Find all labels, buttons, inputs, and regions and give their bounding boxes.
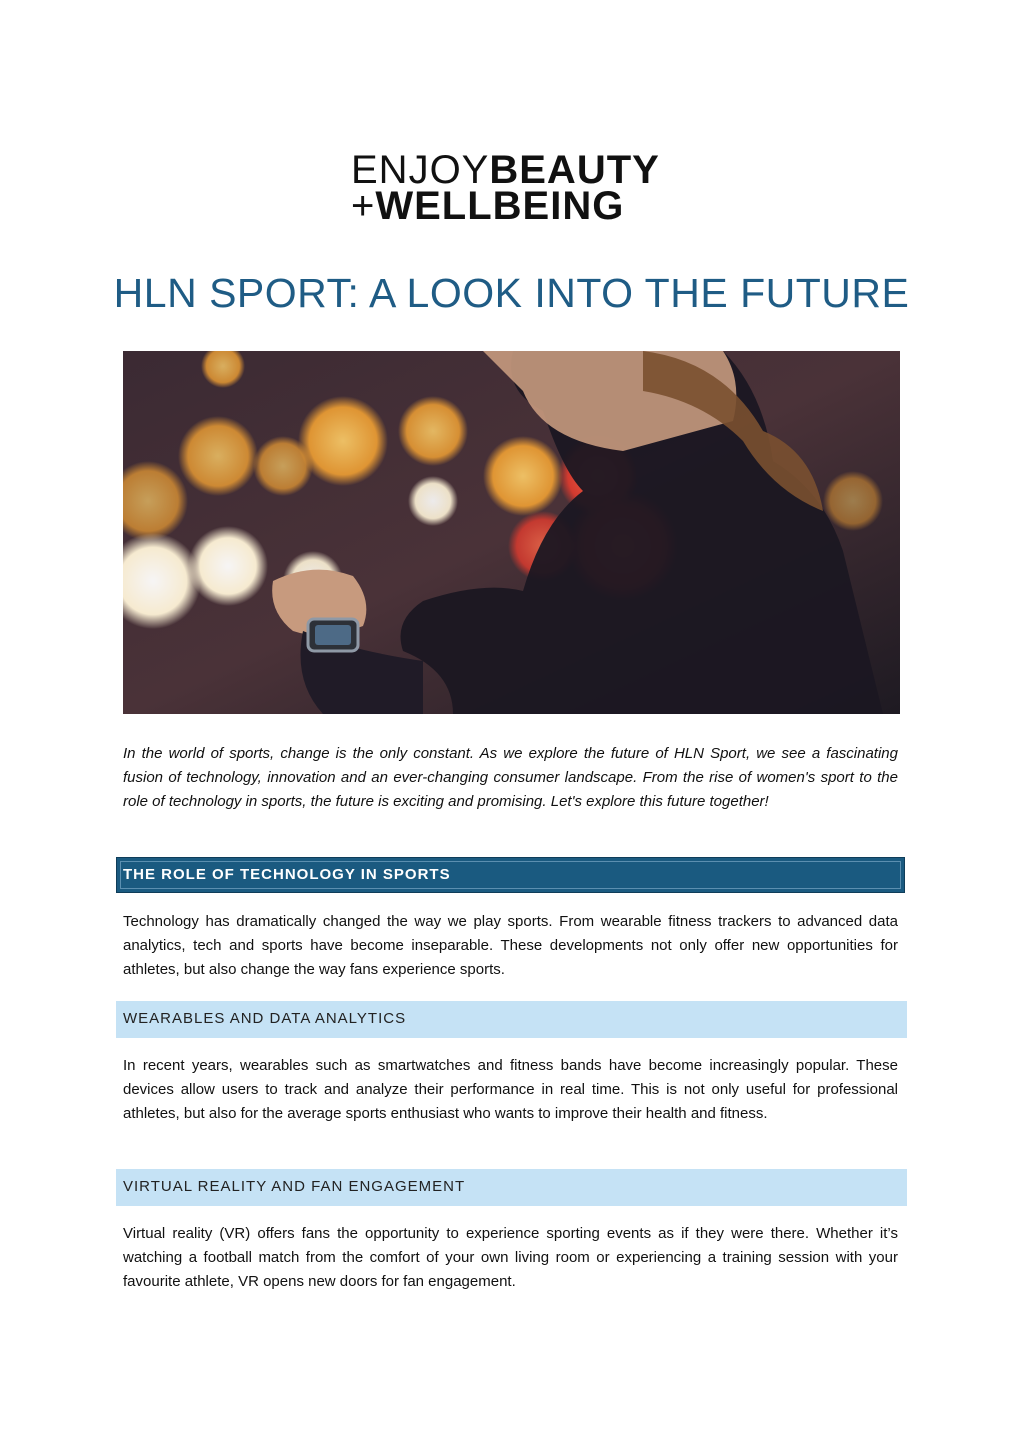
section-heading-wearables bbox=[116, 1001, 907, 1038]
section-body-technology: Technology has dramatically changed the way we play sports. From wearable fitness trackers to advanced data analytics, tech and sports have become inseparable. These developments not only offer new opportunities for athletes, but also change the way fans experience sports. bbox=[123, 913, 898, 978]
intro-paragraph: In the world of sports, change is the only constant. As we explore the future of HLN Sport, we see a fascinating fusion of technology, innovation and an ever-changing consumer landscape. From the rise of women's sport to the role of technology in sports, the future is exciting and promising. Let's explore this future together! bbox=[123, 745, 898, 810]
page-title: HLN SPORT: A LOOK INTO THE FUTURE bbox=[113, 270, 910, 316]
hero-image bbox=[123, 351, 900, 714]
section-heading-technology bbox=[116, 857, 905, 893]
logo-word-beauty: BEAUTY bbox=[489, 148, 660, 192]
section-heading-text: WEARABLES AND DATA ANALYTICS bbox=[123, 1010, 407, 1027]
logo-plus: + bbox=[351, 184, 376, 228]
section-body-wearables: In recent years, wearables such as smartwatches and fitness bands have become increasingly popular. These devices allow users to track and analyze their performance in real time. This is not only useful for professional athletes, but also for the average sports enthusiast who wants to improve their health and fitness. bbox=[123, 1057, 898, 1122]
logo-line-2 bbox=[351, 186, 624, 226]
section-body-virtual-reality: Virtual reality (VR) offers fans the opportunity to experience sporting events as if they were there. Whether it’s watching a football match from the comfort of your own living room or experiencing a training session with your favourite athlete, VR opens new doors for fan engagement. bbox=[123, 1225, 898, 1290]
section-heading-virtual-reality bbox=[116, 1169, 907, 1206]
logo-word-enjoy: ENJOY bbox=[351, 148, 490, 192]
section-heading-text: THE ROLE OF TECHNOLOGY IN SPORTS bbox=[123, 866, 451, 883]
woman-checking-smartwatch-photo-icon bbox=[123, 351, 900, 714]
brand-logo bbox=[351, 150, 673, 226]
section-heading-text: VIRTUAL REALITY AND FAN ENGAGEMENT bbox=[123, 1178, 466, 1195]
logo-word-wellbeing: WELLBEING bbox=[375, 184, 625, 228]
